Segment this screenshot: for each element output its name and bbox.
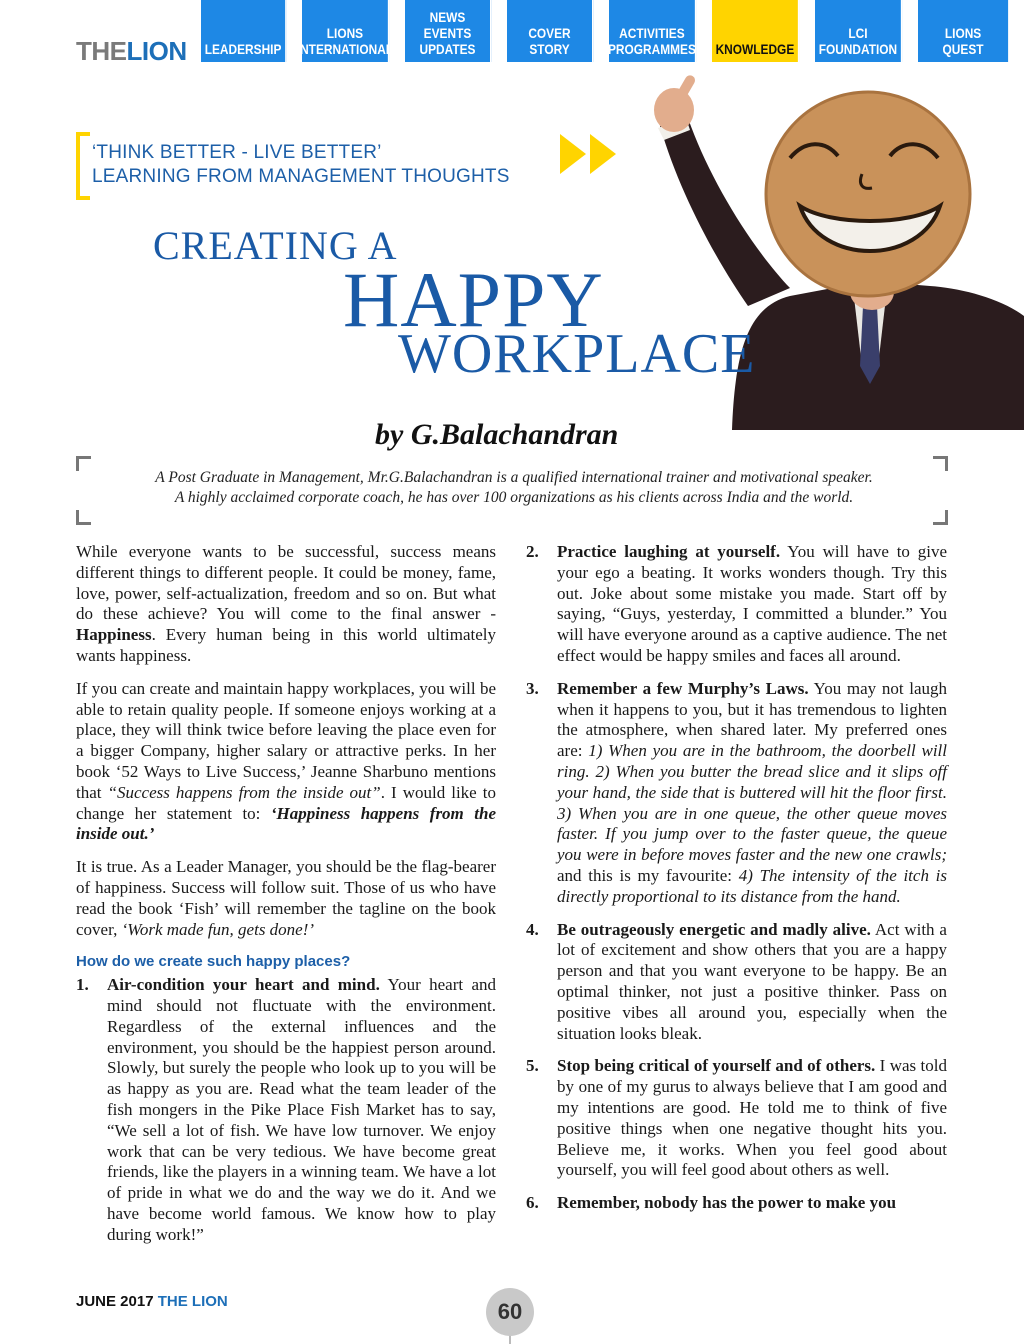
list-number: 2.	[526, 542, 539, 561]
tab-label: UPDATES	[419, 41, 476, 57]
list-item-3: 3. Remember a few Murphy’s Laws. You may not laugh when it happens to you, but it has tremendous to lighten the atmosphere, when shared later. My preferred ones are: 1) When you are in the bathroom, the doorbell will ring. 2) When you butter the bread slice and it slips off your hand, the side that is buttered will hit the floor first. 3) When you are in one queue, the other queue moves faster. If you jump over to the faster queue, the queue you were in before moves faster and the new one crawls; and this is my favourite: 4) The intensity of the itch is directly proportional to its distance from the hand.	[526, 678, 947, 906]
tab-news-events-updates[interactable]	[405, 0, 492, 62]
list-number: 6.	[526, 1193, 539, 1213]
emphasis-happiness: Happiness	[76, 625, 152, 645]
list-item-heading: Stop being critical of yourself and of others.	[557, 1056, 876, 1076]
author-byline: by G.Balachandran	[375, 418, 619, 451]
list-item-5: 5. Stop being critical of yourself and of others. I was told by one of my gurus to always believe that I am good and my intentions are good. He told me to think of five positive things when one negative thought hits you. Believe me, it works. When you feel good about yourself, you will feel good about others as well.	[526, 1056, 947, 1180]
article-title-line-1: CREATING A	[153, 223, 398, 268]
tab-cover-story[interactable]	[507, 0, 594, 62]
tab-label: LIONS	[944, 25, 982, 41]
tab-lions-international[interactable]	[296, 0, 394, 62]
tab-label: LIONS	[326, 25, 364, 41]
page-number: 60	[486, 1288, 534, 1336]
tab-label: COVER STORY	[528, 25, 571, 57]
tab-label: NEWS	[429, 9, 466, 25]
bio-corner-bottom-right	[933, 510, 948, 525]
tab-label: EVENTS	[423, 25, 472, 41]
list-number: 4.	[526, 919, 539, 939]
kicker-bracket	[76, 132, 90, 200]
paragraph-flag-bearer: It is true. As a Leader Manager, you should be the flag-bearer of happiness. Success will follow suit. Those of us who have read the book ‘Fish’ will remember the tagline on the book cover, ‘Work made fun, gets done!’	[76, 857, 496, 939]
page-footer	[76, 1293, 228, 1310]
bio-corner-top-right	[933, 456, 948, 471]
tab-label: KNOWLEDGE	[715, 41, 795, 57]
bio-line-1: A Post Graduate in Management, Mr.G.Balachandran is a qualified international trainer and motivational speaker.	[155, 469, 873, 486]
chevron-double-right-icon	[560, 130, 622, 178]
footer-magazine-name: THE LION	[157, 1293, 228, 1310]
paragraph-intro: While everyone wants to be successful, success means different things to different people. It could be money, fame, love, power, self-actualization, freedom and so on. But what do these achieve? You will come to the final answer - Happiness. Every human being in this world ultimately wants happiness.	[76, 542, 496, 665]
list-item-heading: Air-condition your heart and mind.	[107, 975, 380, 995]
tab-lions-quest[interactable]	[918, 0, 1008, 62]
list-number: 5.	[526, 1056, 539, 1076]
top-navigation-bar	[0, 0, 1024, 64]
list-item-4: 4. Be outrageously energetic and madly alive. Act with a lot of excitement and show others that you are a happy person and that you want everyone to be happy. Be an optimal thinker, not just a positive thinker. Pass on positive vibes all around you, especially when the situation looks bleak.	[526, 919, 947, 1043]
list-item-heading: Be outrageously energetic and madly alive.	[557, 919, 871, 939]
series-kicker	[76, 132, 536, 200]
article-title-line-3: WORKPLACE	[398, 323, 756, 385]
list-item-2: 2. Practice laughing at yourself. You will have to give your ego a beating. It works wonders though. Try this out. Joke about some mistake you made. Start off by saying, “Guys, yesterday, I committed a blunder.” You will have everyone around as a captive audience. The net effect would be happy smiles and faces all around.	[526, 542, 947, 665]
left-column	[76, 542, 496, 1258]
tab-label: INTERNATIONAL	[296, 41, 394, 57]
list-item-1: 1. Air-condition your heart and mind. Your heart and mind should not fluctuate with the environment. Regardless of the external influences and the environment, you should be the happiest person around. Slowly, but surely the people who look up to you will be as happy as you are. Read what the team leader of the fish mongers in the Pike Place Fish Market has to say, “We sell a lot of fish. We have low turnover. We enjoy work that can be very tedious. We have become great friends, like the players in a winning team. We have a lot of pride in what we do and the way we do it. And we have become world famous. We know how to play during work!”	[76, 975, 496, 1244]
kicker-line-2: LEARNING FROM MANAGEMENT THOUGHTS	[92, 166, 510, 187]
list-number: 3.	[526, 678, 539, 698]
tab-label: PROGRAMMES	[607, 41, 696, 57]
list-item-heading: Remember a few Murphy’s Laws.	[557, 678, 809, 698]
article-title-line-2: HAPPY	[343, 256, 604, 343]
author-bio	[96, 468, 932, 508]
tab-label: LEADERSHIP	[204, 41, 282, 57]
list-item-heading: Practice laughing at yourself.	[557, 542, 781, 561]
tab-leadership[interactable]	[201, 0, 287, 62]
logo-the: THE	[76, 36, 127, 66]
tab-label: QUEST	[942, 41, 984, 57]
bio-corner-top-left	[76, 456, 91, 471]
list-item-heading: Remember, nobody has the power to make you	[557, 1193, 897, 1213]
issue-date: JUNE 2017	[76, 1293, 154, 1310]
tab-knowledge[interactable]	[712, 0, 800, 62]
kicker-line-1: ‘THINK BETTER - LIVE BETTER’	[92, 142, 382, 163]
tab-activities-programmes[interactable]	[609, 0, 697, 62]
bio-line-2: A highly acclaimed corporate coach, he has over 100 organizations as his clients across India and the world.	[174, 489, 854, 506]
section-tabs	[201, 0, 1024, 62]
tab-label: LCI	[848, 25, 868, 41]
list-number: 1.	[76, 975, 89, 995]
tab-lci-foundation[interactable]	[815, 0, 903, 62]
paragraph-happy-workplaces: If you can create and maintain happy workplaces, you will be able to retain quality people. If someone enjoys working at a place, they will think twice before leaving the place even for a bigger Company, higher salary or attractive perks. In her book ‘52 Ways to Live Success,’ Jeanne Sharbuno mentions that “Success happens from the inside out”. I would like to change her statement to: ‘Happiness happens from the inside out.’	[76, 678, 496, 844]
logo-lion: LION	[126, 36, 187, 66]
bio-corner-bottom-left	[76, 510, 91, 525]
right-column	[526, 542, 947, 1226]
tab-label: ACTIVITIES	[619, 25, 685, 41]
quote-success: “Success happens from the inside out”	[107, 782, 381, 802]
tab-label: FOUNDATION	[818, 41, 898, 57]
quote-fish-tagline: ‘Work made fun, gets done!’	[121, 919, 315, 939]
section-subheading: How do we create such happy places?	[76, 953, 351, 971]
magazine-logo[interactable]	[76, 36, 187, 67]
list-item-6	[526, 1193, 947, 1214]
quote-happiness: ‘Happiness happens from the inside out.’	[76, 803, 496, 844]
